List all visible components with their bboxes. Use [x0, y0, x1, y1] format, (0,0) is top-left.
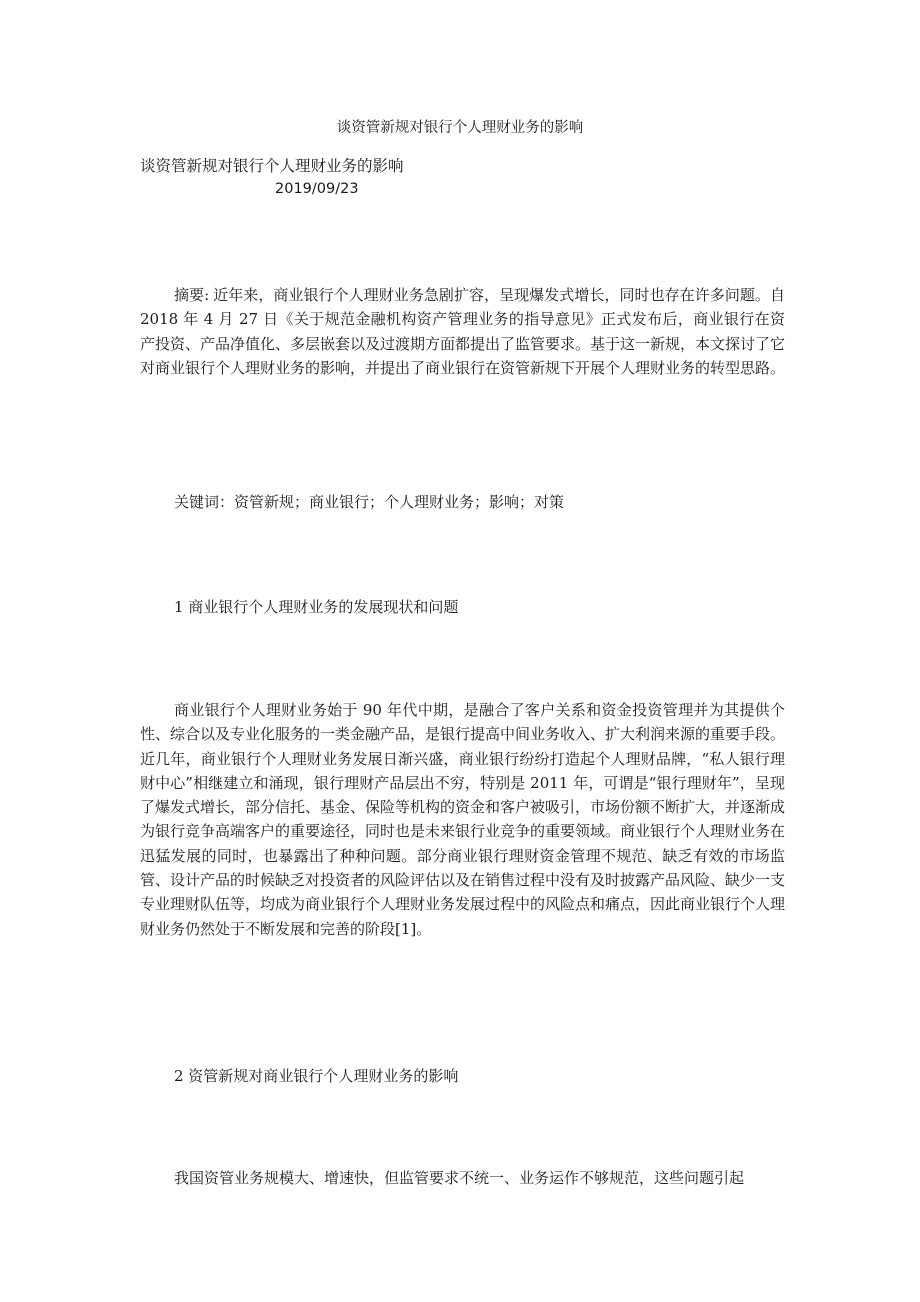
section-2-body: 我国资管业务规模大、增速快，但监管要求不统一、业务运作不够规范，这些问题引起: [174, 1169, 745, 1187]
document-title: 谈资管新规对银行个人理财业务的影响: [140, 157, 404, 175]
document-date: 2019/09/23: [275, 181, 359, 197]
header-title: 谈资管新规对银行个人理财业务的影响: [336, 120, 584, 136]
keywords-line: 关键词：资管新规；商业银行；个人理财业务；影响；对策: [174, 493, 565, 511]
section-1-body: 商业银行个人理财业务始于 90 年代中期，是融合了客户关系和资金投资管理并为其提供个性、综合以及专业化服务的一类金融产品，是银行提高中间业务收入、扩大利润来源的重要手段。近几年，商业银行个人理财业务发展日渐兴盛，商业银行纷纷打造起个人理财品牌，“私人银行理财中心”相继建立和涌现，银行理财产品层出不穷，特别是 2011 年，可谓是“银行理财年”，呈现了爆发式增长，部分信托、基金、保险等机构的资金和客户被吸引，市场份额不断扩大，并逐渐成为银行竞争高端客户的重要途径，同时也是未来银行业竞争的重要领域。商业银行个人理财业务在迅猛发展的同时，也暴露出了种种问题。部分商业银行理财资金管理不规范、缺乏有效的市场监管、设计产品的时候缺乏对投资者的风险评估以及在销售过程中没有及时披露产品风险、缺少一支专业理财队伍等，均成为商业银行个人理财业务发展过程中的风险点和痛点，因此商业银行个人理财业务仍然处于不断发展和完善的阶段[1]。: [140, 701, 786, 938]
abstract-text: 近年来，商业银行个人理财业务急剧扩容，呈现爆发式增长，同时也存在许多问题。自 2018 年 4 月 27 日《关于规范金融机构资产管理业务的指导意见》正式发布后，商业银行在资产投资、产品净值化、多层嵌套以及过渡期方面都提出了监管要求。基于这一新规，本文探讨了它对商业银行个人理财业务的影响，并提出了商业银行在资管新规下开展个人理财业务的转型思路。: [140, 286, 786, 377]
section-2-heading: 2 资管新规对商业银行个人理财业务的影响: [174, 1067, 459, 1085]
abstract-paragraph: [140, 283, 785, 380]
section-1-heading: 1 商业银行个人理财业务的发展现状和问题: [174, 598, 459, 616]
abstract-label: 摘要:: [174, 286, 210, 304]
